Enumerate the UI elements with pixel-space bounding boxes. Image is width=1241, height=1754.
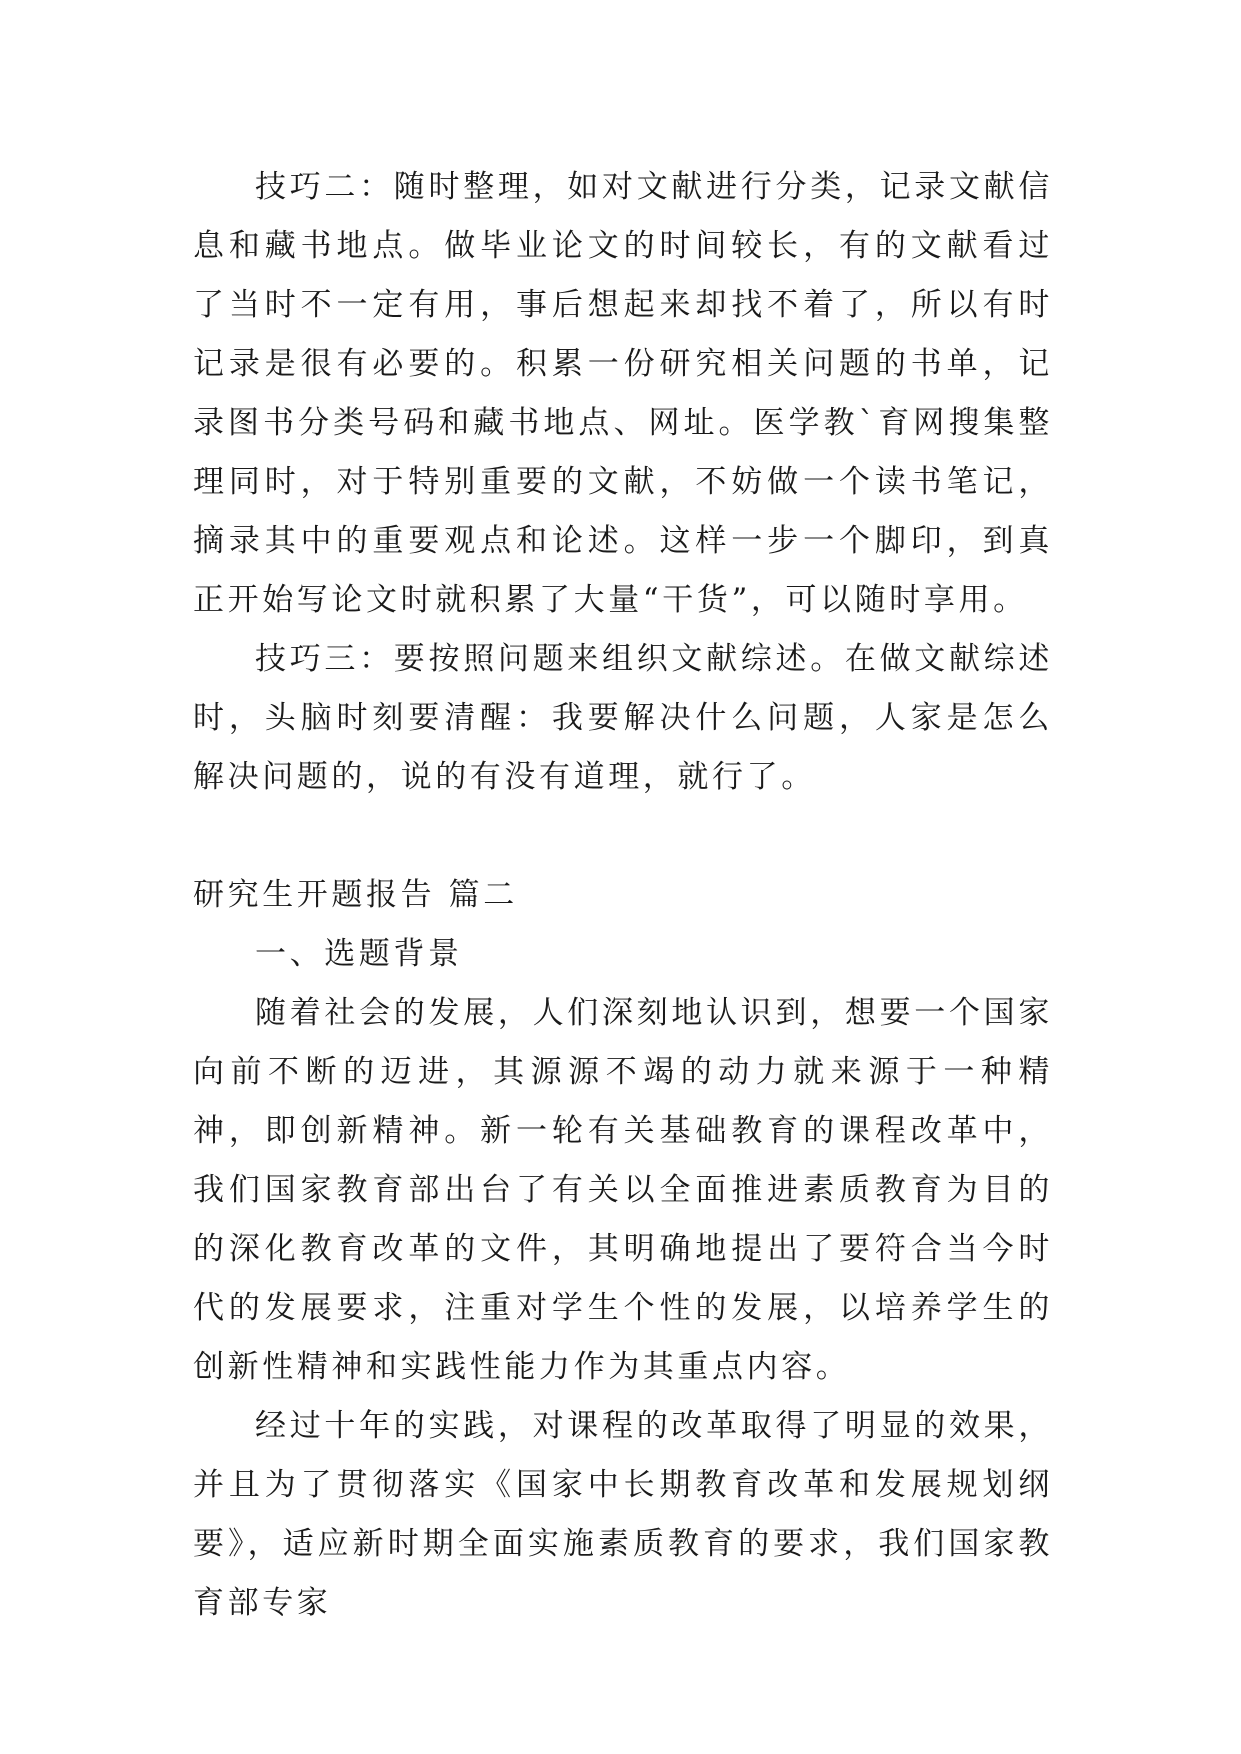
- paragraph-tip-two: 技巧二：随时整理，如对文献进行分类，记录文献信息和藏书地点。做毕业论文的时间较长，有的文献看过了当时不一定有用，事后想起来却找不着了，所以有时记录是很有必要的。积累一份研究相关问题的书单，记录图书分类号码和藏书地点、网址。医学教`育网搜集整理同时，对于特别重要的文献，不妨做一个读书笔记，摘录其中的重要观点和论述。这样一步一个脚印，到真正开始写论文时就积累了大量“干货”，可以随时享用。: [193, 169, 1053, 618]
- paragraph-background-one: 随着社会的发展，人们深刻地认识到，想要一个国家向前不断的迈进，其源源不竭的动力就来源于一种精神，即创新精神。新一轮有关基础教育的课程改革中，我们国家教育部出台了有关以全面推进素质教育为目的的深化教育改革的文件，其明确地提出了要符合当今时代的发展要求，注重对学生个性的发展，以培养学生的创新性精神和实践性能力作为其重点内容。: [193, 995, 1053, 1385]
- section-title: 研究生开题报告 篇二: [193, 877, 518, 913]
- paragraph-background-two: 经过十年的实践，对课程的改革取得了明显的效果，并且为了贯彻落实《国家中长期教育改革和发展规划纲要》，适应新时期全面实施素质教育的要求，我们国家教育部专家: [193, 1408, 1053, 1621]
- subsection-title: 一、选题背景: [255, 936, 463, 972]
- paragraph-tip-three: 技巧三：要按照问题来组织文献综述。在做文献综述时，头脑时刻要清醒：我要解决什么问题，人家是怎么解决问题的，说的有没有道理，就行了。: [193, 641, 1053, 795]
- document-body: [193, 158, 1053, 1633]
